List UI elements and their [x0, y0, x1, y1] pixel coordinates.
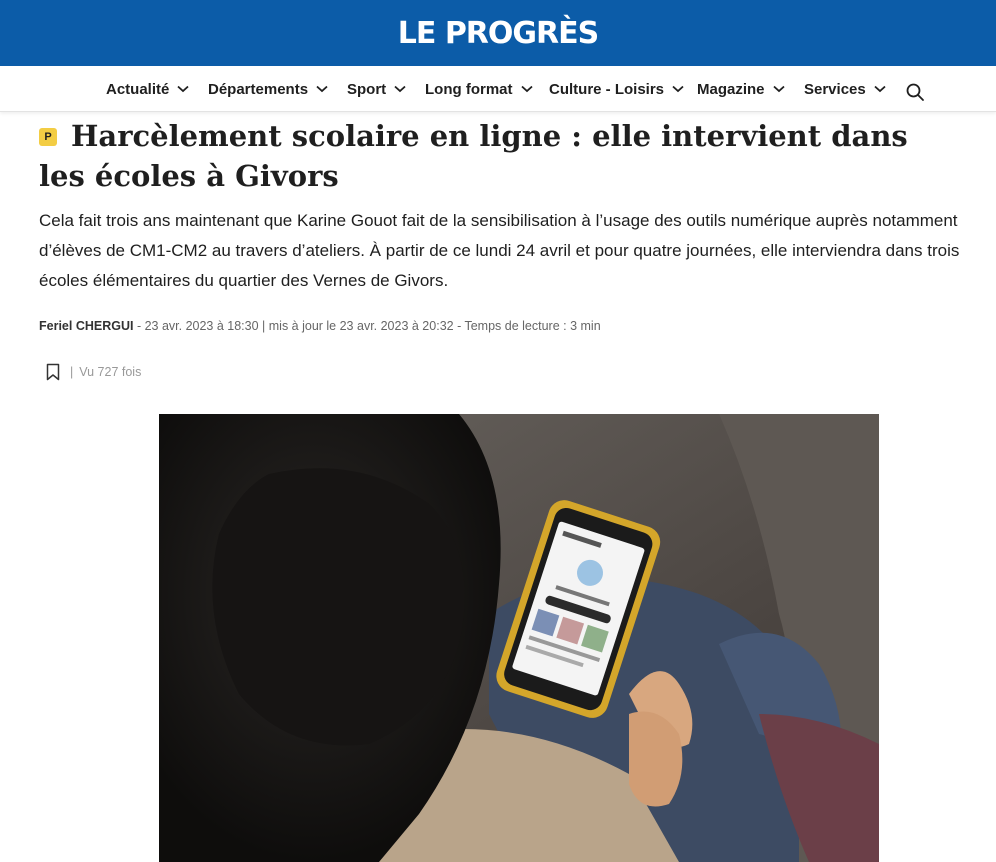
nav-item-actualite[interactable] [106, 66, 189, 112]
nav-item-sport[interactable] [347, 66, 406, 112]
nav-item-culture-loisirs[interactable] [549, 66, 684, 112]
article-title [39, 116, 959, 196]
chevron-down-icon [394, 83, 406, 95]
site-header [0, 0, 996, 66]
chevron-down-icon [874, 83, 886, 95]
nav-item-services[interactable] [804, 66, 886, 112]
nav-item-label: Actualité [106, 80, 170, 98]
nav-item-label: Long format [425, 80, 513, 98]
view-count: Vu 727 fois [79, 365, 142, 379]
nav-item-magazine[interactable] [697, 66, 785, 112]
article-chapo: Cela fait trois ans maintenant que Karine Gouot fait de la sensibilisation à l’usage des outils numérique auprès notamment d’élèves de CM1-CM2 au travers d’ateliers. À partir de ce lundi 24 avril et pour quatre journées, elle interviendra dans trois écoles élémentaires du quartier des Vernes de Givors. [39, 211, 960, 290]
nav-item-label: Départements [208, 80, 309, 98]
article-actions [39, 360, 141, 384]
logo-text: LE PROGRÈS [397, 15, 599, 51]
author-name[interactable]: Feriel CHERGUI [39, 319, 134, 333]
article-meta: - 23 avr. 2023 à 18:30 | mis à jour le 23 avr. 2023 à 20:32 - Temps de lecture : 3 min [133, 319, 601, 333]
site-logo[interactable] [0, 0, 996, 66]
article-byline [39, 319, 601, 333]
nav-item-long-format[interactable] [425, 66, 533, 112]
premium-badge: P [39, 128, 57, 146]
chevron-down-icon [672, 83, 684, 95]
nav-item-label: Sport [347, 80, 387, 98]
nav-item-departements[interactable] [208, 66, 328, 112]
nav-item-label: Magazine [697, 80, 765, 98]
search-icon[interactable] [905, 82, 925, 102]
chevron-down-icon [773, 83, 785, 95]
chevron-down-icon [521, 83, 533, 95]
main-nav [0, 66, 996, 112]
nav-item-label: Services [804, 80, 866, 98]
chevron-down-icon [316, 83, 328, 95]
article-title-text: Harcèlement scolaire en ligne : elle intervient dans les écoles à Givors [39, 119, 908, 193]
nav-item-label: Culture - Loisirs [549, 80, 665, 98]
chevron-down-icon [177, 83, 189, 95]
article-photo [159, 414, 879, 862]
views-separator: | [70, 365, 74, 379]
bookmark-icon[interactable] [41, 360, 65, 384]
